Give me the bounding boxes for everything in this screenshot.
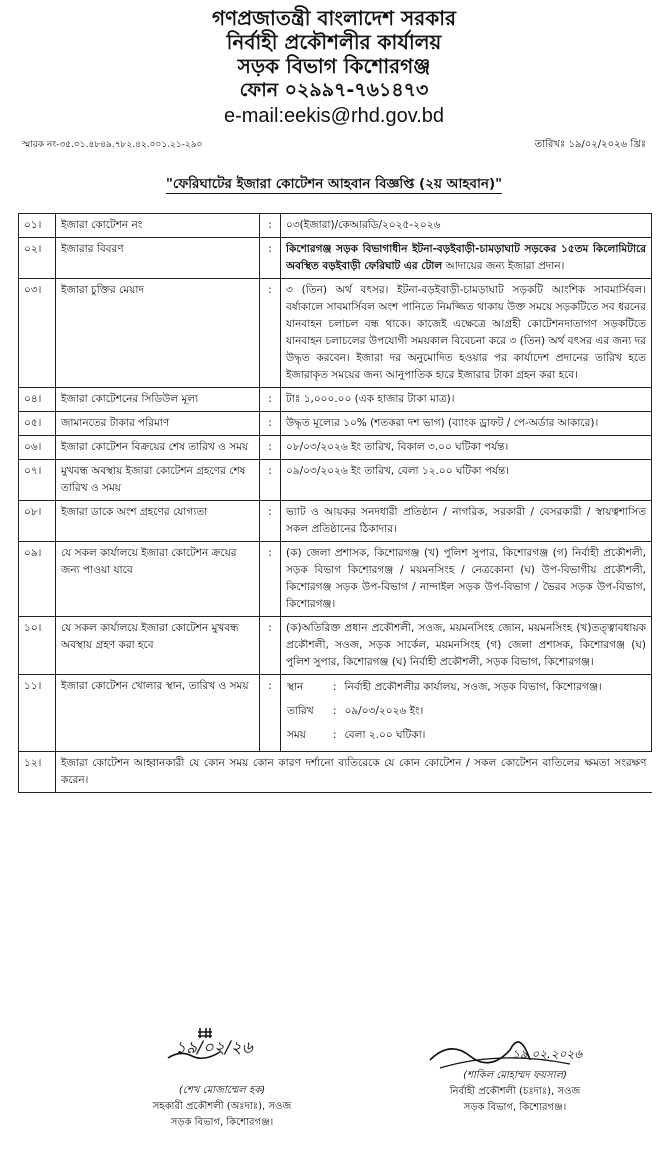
row-colon: :: [260, 412, 281, 436]
time-colon: :: [333, 729, 337, 741]
right-signatory: [400, 1068, 630, 1116]
row-value: (ক)অতিরিক্ত প্রধান প্রকৌশলী, সওজ, ময়মনসিংহ জোন, ময়মনসিংহ (খ)তত্ত্বাবধায়ক প্রকৌশলী, সওজ, সড়ক সার্কেল, ময়মনসিংহ (গ) জেলা প্রশাসক, কিশোরগঞ্জ (ঘ) পুলিশ সুপার, কিশোরগঞ্জ (ঘ) নির্বাহী প্রকৌশলী, সড়ক বিভাগ, কিশোরগঞ্জ।: [281, 617, 652, 675]
date-value: ০৯/০৩/২০২৬ ইং।: [344, 705, 424, 717]
table-row: [19, 501, 652, 542]
place-value: নির্বাহী প্রকৌশলীর কার্যালয়, সওজ, সড়ক বিভাগ, কিশোরগঞ্জ।: [344, 681, 602, 693]
row-value: ০৩(ইজারা)/কেআরডি/২০২৫-২০২৬: [281, 214, 652, 238]
govt-title: গণপ্রজাতন্ত্রী বাংলাদেশ সরকার: [212, 6, 456, 30]
row-colon: :: [260, 617, 281, 675]
row-colon: :: [260, 214, 281, 238]
place-label: স্থান: [287, 681, 304, 693]
row-colon: :: [260, 436, 281, 460]
row-label: যে সকল কার্যালয়ে ইজারা কোটেশন মুখবন্ধ অবস্থায় গ্রহণ করা হবে: [56, 617, 260, 675]
row-value: (ক) জেলা প্রশাসক, কিশোরগঞ্জ (খ) পুলিশ সুপার, কিশোরগঞ্জ (গ) নির্বাহী প্রকৌশলী, সড়ক বিভাগ কিশোরগঞ্জ / ময়মনসিংহ / নেত্রকোনা (ঘ) উপ-বিভাগীয় প্রকৌশলী, কিশোরগঞ্জ সড়ক উপ-বিভাগ / নান্দাইল সড়ক উপ-বিভাগ / ভৈরব সড়ক উপ-বিভাগ, কিশোরগঞ্জ।: [281, 542, 652, 617]
row-label: জামানতের টাকার পরিমাণ: [56, 412, 260, 436]
row-value: ইজারা কোটেশন আহ্বানকারী যে কোন সময় কোন কারণ দর্শানো ব্যতিরেকে যে কোন কোটেশন / সকল কোটেশন বাতিলের ক্ষমতা সংরক্ষণ করেন।: [56, 752, 652, 793]
tender-details-table: [18, 213, 652, 793]
row-serial: ০৪।: [19, 388, 56, 412]
time-value: বেলা ২.০০ ঘটিকা।: [344, 729, 426, 741]
left-signatory-office: সড়ক বিভাগ, কিশোরগঞ্জ।: [170, 1117, 274, 1128]
memo-date: তারিখঃ ১৯/০২/২০২৬ খ্রিঃ: [534, 139, 646, 150]
email-address: e-mail:eekis@rhd.gov.bd: [223, 105, 445, 127]
row-colon: :: [260, 279, 281, 388]
table-row: [19, 412, 652, 436]
memo-reference: স্মারক নং-৩৫.০১.৪৮৪৯.৭৮২.৪২.০০১.২১-২৯০: [22, 140, 203, 150]
left-signature-date: ১৯/০২/২৬: [175, 1038, 253, 1058]
table-row: [19, 214, 652, 238]
row-serial: ০১।: [19, 214, 56, 238]
row-serial: ০৩।: [19, 279, 56, 388]
row-label: যে সকল কার্যালয়ে ইজারা কোটেশন ক্রয়ের জন্য পাওয়া যাবে: [56, 542, 260, 617]
time-label: সময়: [287, 729, 306, 741]
table-row: [19, 279, 652, 388]
row-serial: ০২।: [19, 238, 56, 279]
left-signatory-designation: সহকারী প্রকৌশলী (অঃদাঃ), সওজ: [152, 1101, 292, 1112]
table-row: [19, 617, 652, 675]
row-label: ইজারা কোটেশন নং: [56, 214, 260, 238]
row-value: ০৯/০৩/২০২৬ ইং তারিখ, বেলা ১২.০০ ঘটিকা পর্যন্ত।: [281, 460, 652, 501]
row-serial: ১২।: [19, 752, 56, 793]
lease-description-bold: কিশোরগঞ্জ সড়ক বিভাগাধীন ইটনা-বড়ইবাড়ী-চামড়াঘাট সড়কের ১৫তম কিলোমিটারে অবস্থিত বড়ইবাড়ী ফেরিঘাট এর টোল: [286, 243, 646, 272]
row-colon: :: [260, 675, 281, 752]
notice-title: [0, 173, 668, 196]
table-row: [19, 238, 652, 279]
division-title: সড়ক বিভাগ কিশোরগঞ্জ: [237, 54, 431, 78]
right-signature-date: ১৯.০২.২০২৬: [512, 1047, 583, 1061]
left-signatory: [112, 1083, 332, 1131]
table-row: [19, 436, 652, 460]
office-title: নির্বাহী প্রকৌশলীর কার্যালয়: [226, 30, 442, 54]
left-signatory-name: (শেখ মোজাম্মেল হক): [178, 1085, 266, 1096]
right-signatory-designation: নির্বাহী প্রকৌশলী (চঃদাঃ), সওজ: [449, 1086, 581, 1097]
row-value: [281, 675, 652, 752]
row-serial: ০৯।: [19, 542, 56, 617]
row-label: ইজারা ডাকে অংশ গ্রহণের যোগ্যতা: [56, 501, 260, 542]
table-row: [19, 675, 652, 752]
row-label: ইজারা কোটেশন বিক্রয়ের শেষ তারিখ ও সময়: [56, 436, 260, 460]
right-signatory-name: (শাকিল মোহাম্মদ ফয়সাল): [463, 1070, 567, 1081]
notice-title-text: "ফেরিঘাটের ইজারা কোটেশন আহবান বিজ্ঞপ্তি (২য় আহবান)": [165, 176, 503, 192]
row-serial: ১১।: [19, 675, 56, 752]
lease-description-rest: আদায়ের জন্য ইজারা প্রদান।: [442, 260, 565, 272]
row-serial: ০৫।: [19, 412, 56, 436]
date-label: তারিখ: [287, 705, 314, 717]
row-colon: :: [260, 388, 281, 412]
row-colon: :: [260, 542, 281, 617]
memo-row: [22, 137, 646, 154]
row-value: ভ্যাট ও আয়কর সনদধারী প্রতিষ্ঠান / নাগরিক, সরকারী / বেসরকারী / স্বায়ত্বশাসিত সকল প্রতিষ্ঠানের ঠিকাদার।: [281, 501, 652, 542]
row-serial: ০৮।: [19, 501, 56, 542]
row-serial: ১০।: [19, 617, 56, 675]
letterhead: [0, 6, 668, 128]
row-value: [281, 238, 652, 279]
row-colon: :: [260, 501, 281, 542]
row-value: ৩ (তিন) অর্থ বৎসর। ইটনা-বড়ইবাড়ী-চামড়াঘাট সড়কটি আংশিক সাবমার্সিবল। বর্ষাকালে সাবমার্সিবল অংশ পানিতে নিমজ্জিত থাকায় উক্ত সময়ে সড়কটিতে সব ধরনের যানবাহন চলাচল বন্ধ থাকে। কাজেই এক্ষেত্রে আগ্রহী কোটেশনদাতাগণ সড়কটিতে যানবাহন চলাচলের উপযোগী সময়কাল বিবেচনা করে ৩ (তিন) অর্থ বৎসর এর জন্য দর উদ্ধৃত করবেন। ইজারা দর অনুমোদিত হওয়ার পর কার্যাদেশ প্রদানের তারিখ হতে ইজারাকৃত সময়ের জন্য আনুপাতিক হারে ইজারার টাকা গ্রহন করা হবে।: [281, 279, 652, 388]
row-value: টাঃ ১,০০০.০০ (এক হাজার টাকা মাত্র)।: [281, 388, 652, 412]
phone-number: ফোন ০২৯৯৭-৭৬১৪৭৩: [239, 79, 429, 101]
row-serial: ০৭।: [19, 460, 56, 501]
row-label: ইজারার বিবরণ: [56, 238, 260, 279]
row-label: ইজারা কোটেশনের সিডিউল মূল্য: [56, 388, 260, 412]
row-serial: ০৬।: [19, 436, 56, 460]
table-row: [19, 752, 652, 793]
row-label: মুখবন্ধ অবস্থায় ইজারা কোটেশন গ্রহণের শেষ তারিখ ও সময়: [56, 460, 260, 501]
row-colon: :: [260, 460, 281, 501]
table-row: [19, 460, 652, 501]
table-row: [19, 388, 652, 412]
table-row: [19, 542, 652, 617]
right-signatory-office: সড়ক বিভাগ, কিশোরগঞ্জ।: [463, 1102, 567, 1113]
opening-details: [283, 677, 606, 749]
row-value: উদ্ধৃত মূল্যের ১০% (শতকরা দশ ভাগ) (ব্যাংক ড্রাফট / পে-অর্ডার আকারে)।: [281, 412, 652, 436]
date-colon: :: [333, 705, 337, 717]
place-colon: :: [333, 681, 337, 693]
row-label: ইজারা কোটেশন খোলার স্থান, তারিখ ও সময়: [56, 675, 260, 752]
row-value: ০৮/০৩/২০২৬ ইং তারিখ, বিকাল ৩.০০ ঘটিকা পর্যন্ত।: [281, 436, 652, 460]
row-colon: :: [260, 238, 281, 279]
row-label: ইজারা চুক্তির মেয়াদ: [56, 279, 260, 388]
